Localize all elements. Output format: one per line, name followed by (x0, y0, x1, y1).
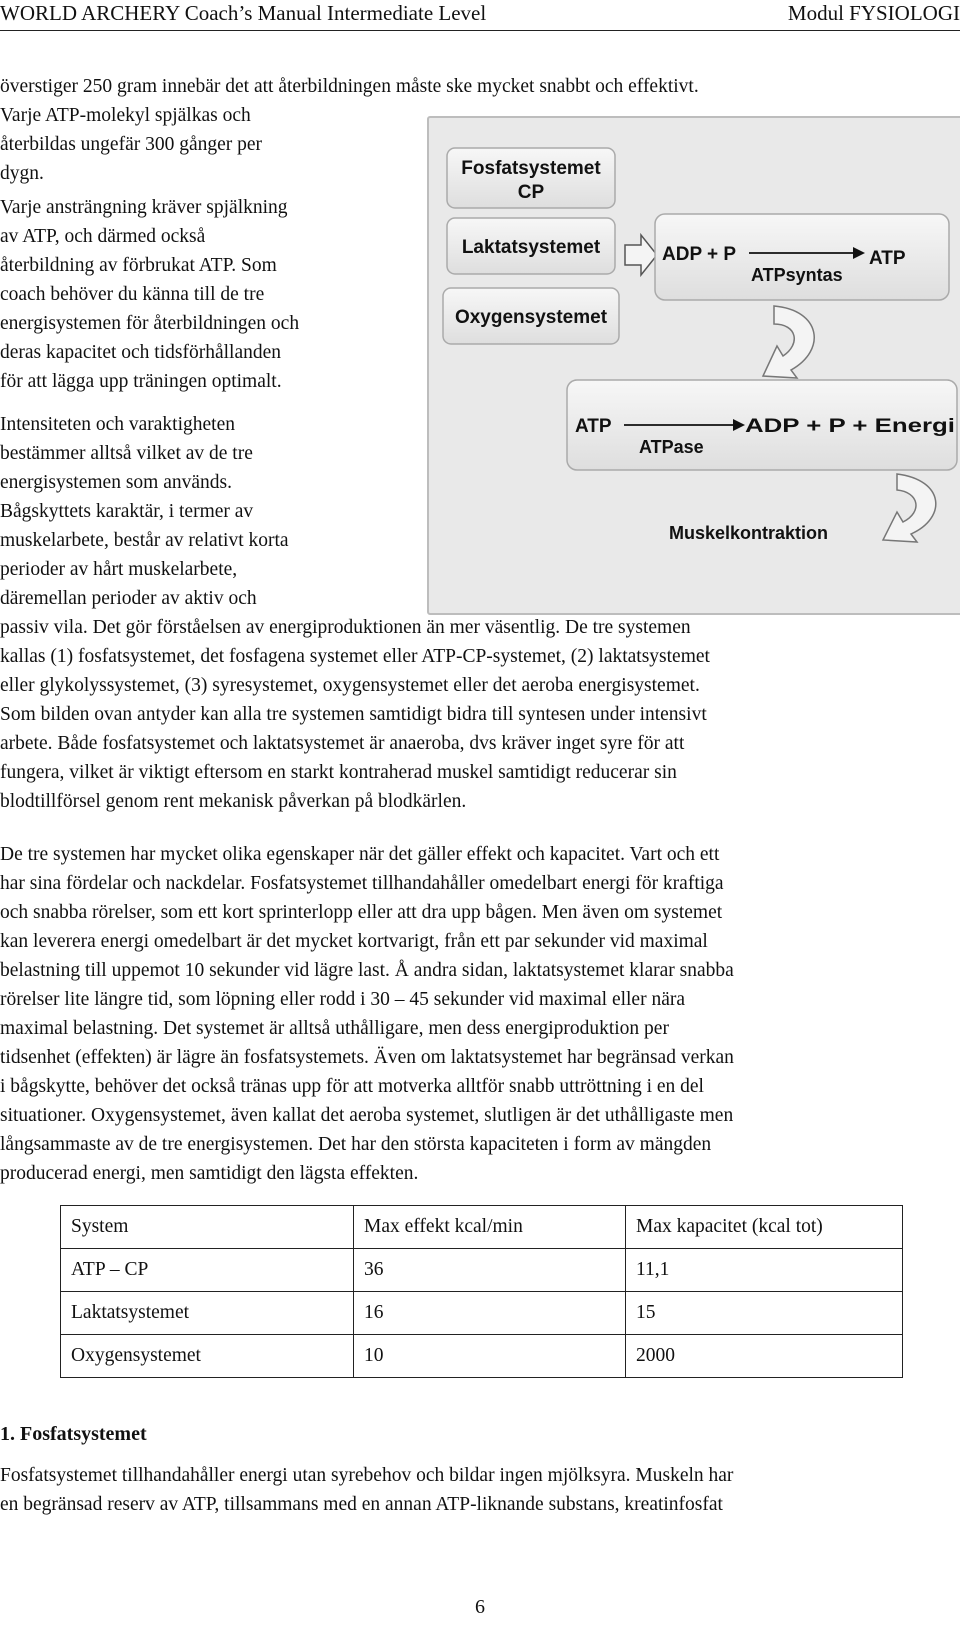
text-line: återbildning av förbrukat ATP. Som (0, 255, 277, 276)
text-line: coach behöver du känna till de tre (0, 284, 265, 305)
input-arrow-icon (625, 235, 657, 275)
text-line: Bågskyttets karaktär, i termer av (0, 501, 254, 522)
text-line: återbildas ungefär 300 gånger per (0, 134, 263, 155)
text-line: eller glykolyssystemet, (3) syresystemet, oxygensystemet eller det aeroba energisystemet. (0, 675, 700, 696)
text-line: för att lägga upp träningen optimalt. (0, 371, 282, 392)
text-line: långsammaste av de tre energisystemen. Det har den största kapaciteten i form av mängden (0, 1134, 712, 1155)
text-line: och snabba rörelser, som ett kort sprinterlopp eller att dra upp bågen. Men även om systemet (0, 902, 723, 923)
header-module: Modul FYSIOLOGI (787, 1, 960, 25)
text-line: energisystemen som används. (0, 472, 232, 493)
atpsyntas-label: ATPsyntas (751, 265, 843, 285)
table-cell: Laktatsystemet (61, 1292, 354, 1335)
text-line: rörelser lite längre tid, som löpning eller rodd i 30 – 45 sekunder vid maximal eller nära (0, 989, 686, 1010)
adp-p-label: ADP + P (662, 244, 737, 265)
header-title: WORLD ARCHERY Coach’s Manual Intermediate Level (0, 1, 487, 25)
text-line: perioder av hårt muskelarbete, (0, 559, 238, 580)
text-line: dygn. (0, 163, 44, 184)
text-line: Varje ansträngning kräver spjälkning (0, 197, 288, 218)
table-cell: 11,1 (626, 1249, 903, 1292)
cp-label: CP (517, 182, 545, 203)
table-cell: ATP – CP (61, 1249, 354, 1292)
text-line: Varje ATP-molekyl spjälkas och (0, 105, 251, 126)
text-line: blodtillförsel genom rent mekanisk påverkan på blodkärlen. (0, 791, 467, 812)
text-line: situationer. Oxygensystemet, även kallat det aeroba systemet, slutligen är det uthålligaste men (0, 1105, 734, 1126)
text-line: en begränsad reserv av ATP, tillsammans med en annan ATP-liknande substans, kreatinfosfat (0, 1494, 723, 1515)
curved-arrow-down-icon (763, 306, 814, 378)
text-line: Som bilden ovan antyder kan alla tre systemen samtidigt bidra till syntesen under intensivt (0, 704, 707, 725)
text-line: energisystemen för återbildningen och (0, 313, 300, 334)
properties-paragraph (0, 840, 940, 1188)
text-line: belastning till uppemot 10 sekunder vid lägre last. Å andra sidan, laktatsystemet klarar snabba (0, 960, 734, 981)
text-line: av ATP, och därmed också (0, 226, 206, 247)
fosfat-paragraph (0, 1461, 960, 1519)
table-cell: 10 (354, 1335, 626, 1378)
table-cell: 16 (354, 1292, 626, 1335)
text-line: producerad energi, men samtidigt den lägsta effekten. (0, 1163, 419, 1184)
text-line: bestämmer alltså vilket av de tre (0, 443, 253, 464)
text-line: Fosfatsystemet tillhandahåller energi utan syrebehov och bildar ingen mjölksyra. Muskeln har (0, 1465, 734, 1486)
table-cell: 2000 (626, 1335, 903, 1378)
text-line: däremellan perioder av aktiv och (0, 588, 257, 609)
text-line: har sina fördelar och nackdelar. Fosfatsystemet tillhandahåller omedelbart energi för kraftiga (0, 873, 724, 894)
text-line: i bågskytte, behöver det också tränas upp för att motverka alltför snabb uttröttning i en del (0, 1076, 704, 1097)
table-header-cell: Max effekt kcal/min (354, 1206, 626, 1249)
table-row (61, 1292, 903, 1335)
fosfat-label: Fosfatsystemet (461, 158, 601, 179)
text-line: deras kapacitet och tidsförhållanden (0, 342, 282, 363)
section-heading: 1. Fosfatsystemet (0, 1423, 147, 1445)
muskelkontraktion-label: Muskelkontraktion (669, 523, 829, 543)
energy-systems-table (60, 1205, 903, 1378)
table-row (61, 1335, 903, 1378)
text-line: tidsenhet (effekten) är lägre än fosfatsystemets. Även om laktatsystemet har begränsad verkan (0, 1047, 734, 1068)
text-line: kallas (1) fosfatsystemet, det fosfagena systemet eller ATP-CP-systemet, (2) laktatsystemet (0, 646, 710, 667)
atpase-label: ATPase (639, 437, 704, 457)
page-header (0, 0, 960, 31)
text-line: Intensiteten och varaktigheten (0, 414, 235, 435)
table-cell: 36 (354, 1249, 626, 1292)
oxygen-label: Oxygensystemet (454, 307, 608, 328)
text-line: arbete. Både fosfatsystemet och laktatsystemet är anaeroba, dvs kräver inget syre för att (0, 733, 685, 754)
table-header-row (61, 1206, 903, 1249)
table-row (61, 1249, 903, 1292)
text-line: kan leverera energi omedelbart är det mycket kortvarigt, från ett par sekunder vid maximal (0, 931, 708, 952)
adp-p-energi-label: ADP + P + Energi (745, 416, 955, 437)
text-line: De tre systemen har mycket olika egenskaper när det gäller effekt och kapacitet. Vart och ett (0, 844, 720, 865)
table-cell: Oxygensystemet (61, 1335, 354, 1378)
text-line: maximal belastning. Det systemet är alltså uthålligare, men dess energiproduktion per (0, 1018, 669, 1039)
table-cell: 15 (626, 1292, 903, 1335)
text-line: fungera, vilket är viktigt eftersom en starkt kontraherad muskel samtidigt reducerar sin (0, 762, 677, 783)
atp-bottom-label: ATP (575, 416, 612, 437)
text-line: överstiger 250 gram innebär det att återbildningen måste ske mycket snabbt och effektivt. (0, 76, 699, 97)
table-header-cell: System (61, 1206, 354, 1249)
page-number: 6 (475, 1596, 485, 1618)
text-line: muskelarbete, består av relativt korta (0, 530, 289, 551)
laktat-label: Laktatsystemet (461, 237, 601, 258)
text-line: passiv vila. Det gör förståelsen av energiproduktionen än mer väsentlig. De tre systemen (0, 617, 691, 638)
systems-paragraph (0, 410, 940, 816)
atp-top-label: ATP (869, 248, 906, 269)
table-header-cell: Max kapacitet (kcal tot) (626, 1206, 903, 1249)
